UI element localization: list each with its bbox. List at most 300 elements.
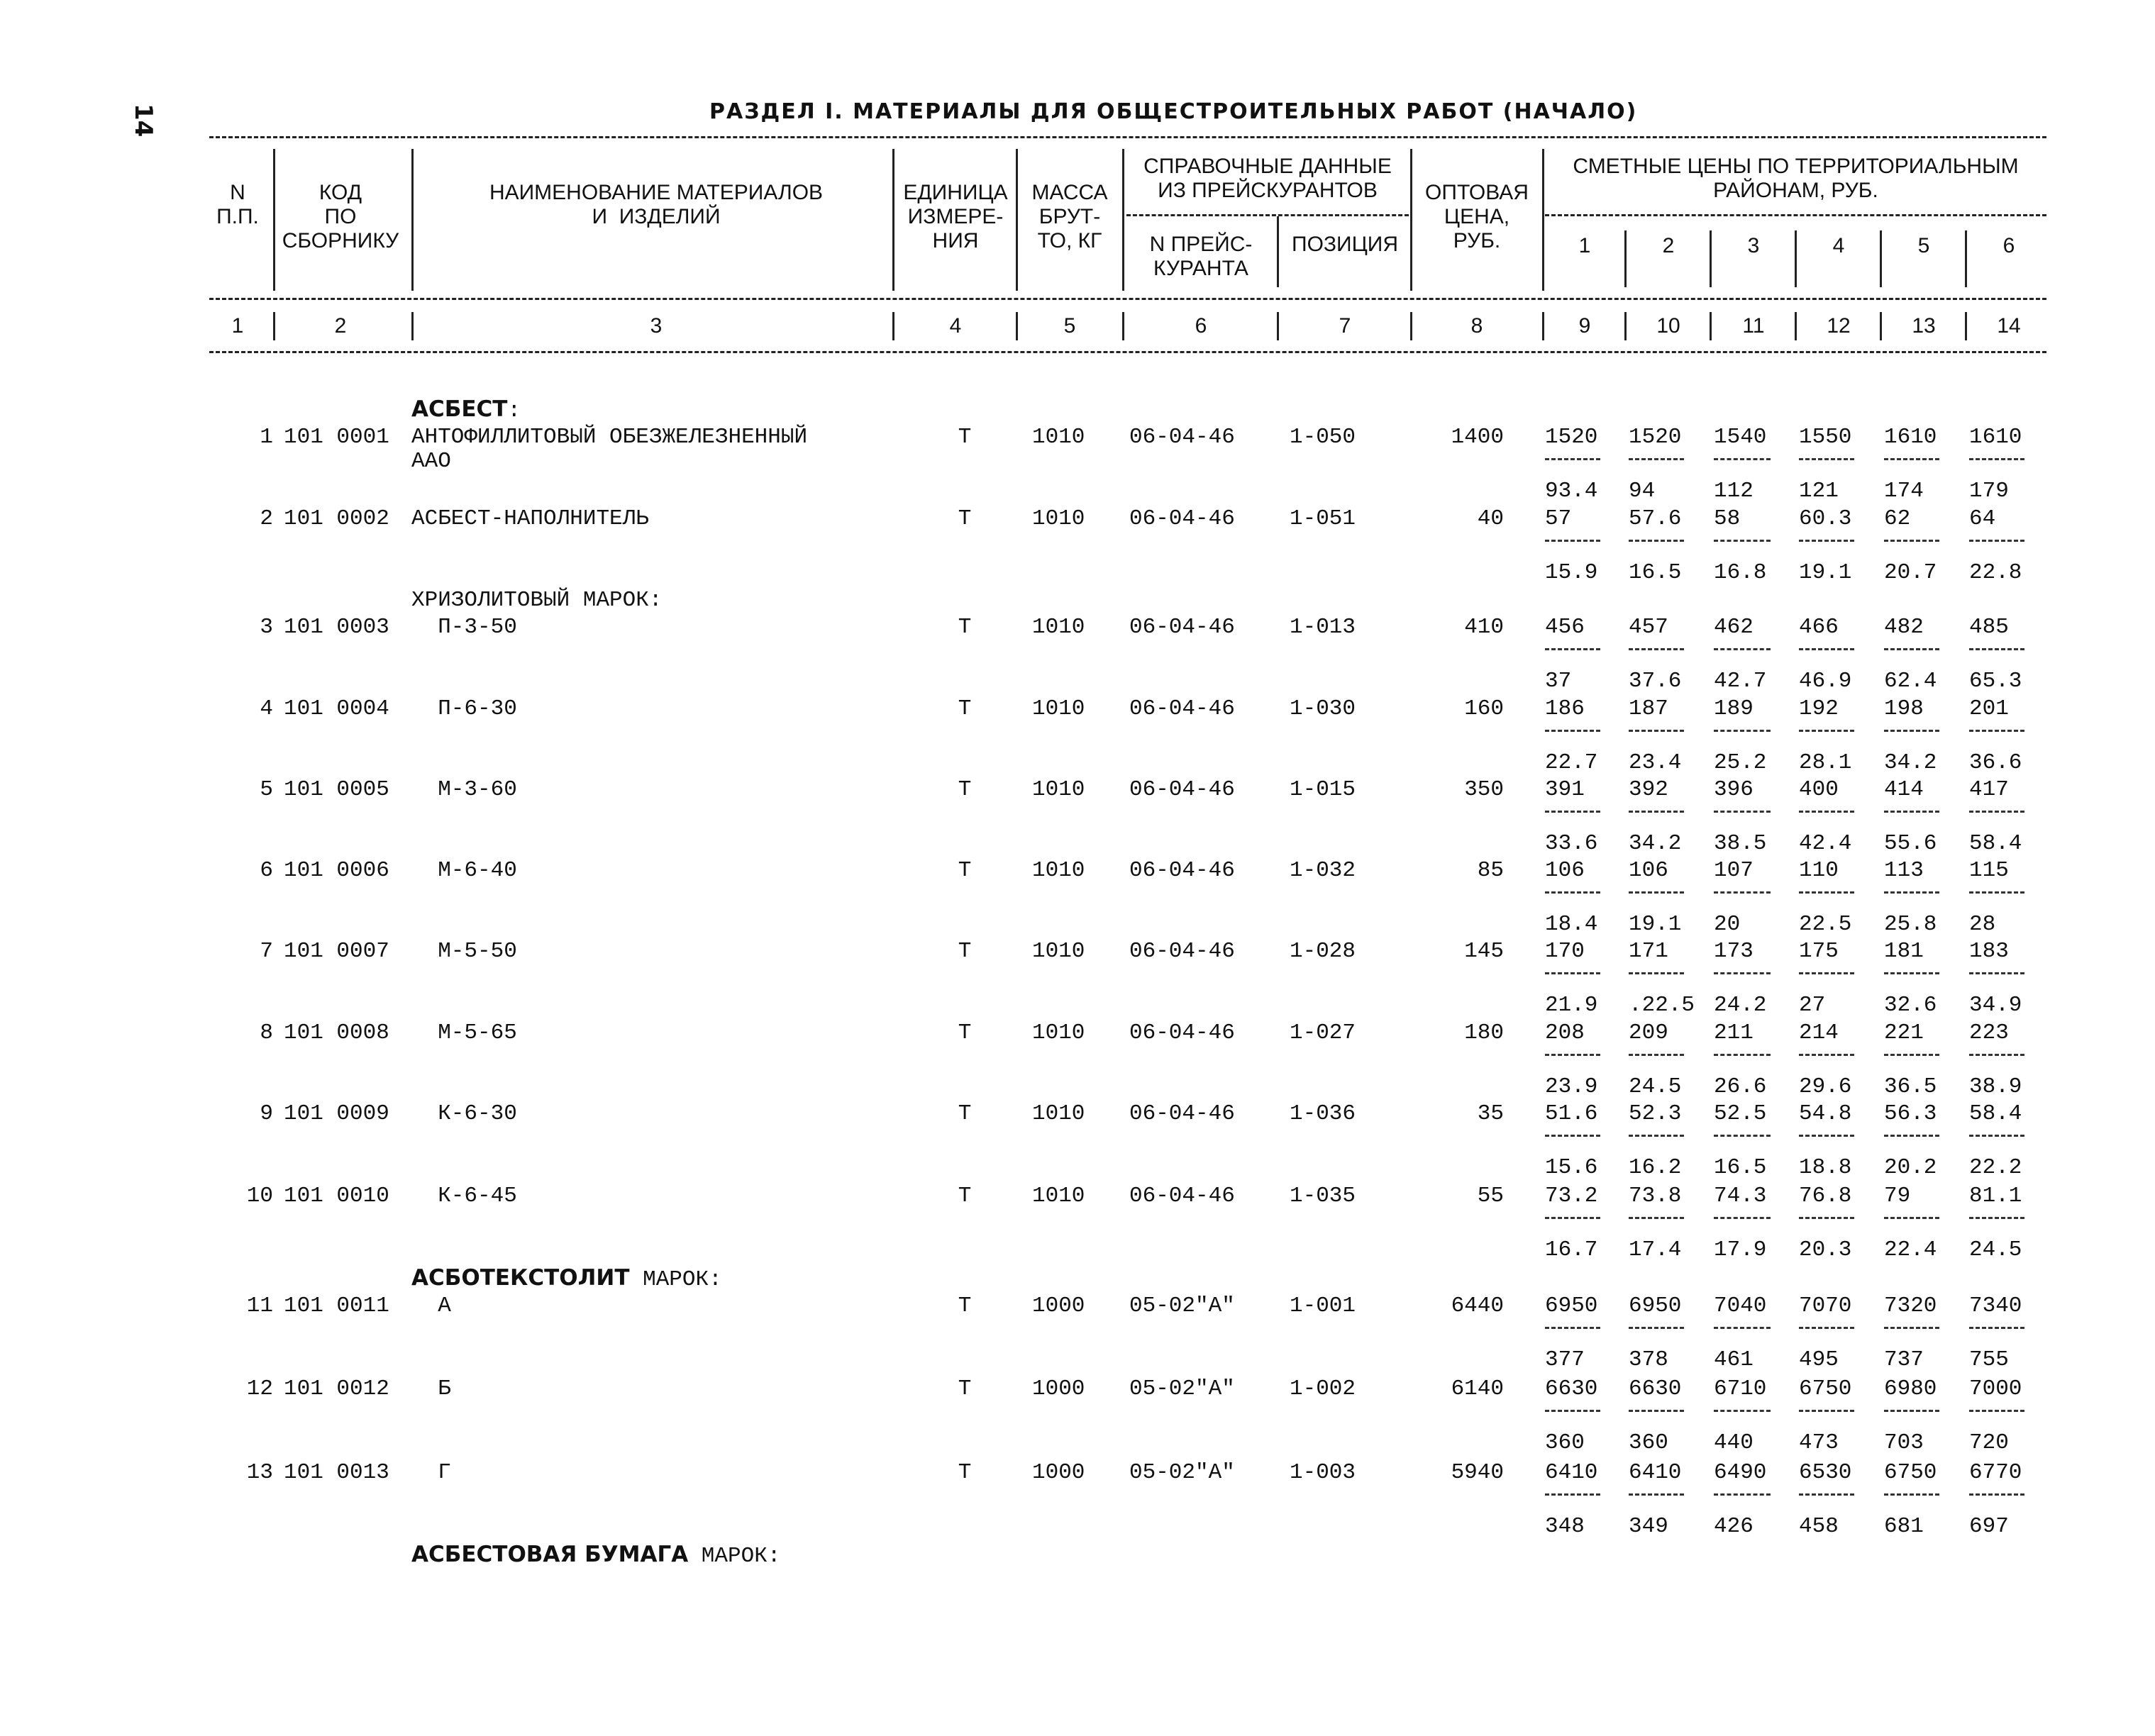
region-price-component: 378 [1629,1347,1668,1372]
region-price-total: 6410 [1545,1460,1598,1485]
row-unit: Т [958,425,972,450]
row-code: 101 0012 [284,1376,389,1401]
page-number: 14 [129,104,157,138]
column-number: 12 [1827,314,1851,338]
region-price-total: 1610 [1884,425,1937,450]
region-price-total: 106 [1629,858,1668,883]
fraction-line [1545,730,1600,732]
row-mass: 1000 [1032,1293,1085,1318]
region-price-total: 110 [1799,858,1839,883]
row-wholesale-price: 35 [1477,1101,1504,1126]
fraction-line [1799,972,1854,974]
column-number: 2 [334,314,347,338]
region-price-component: 18.8 [1799,1155,1852,1180]
fraction-line [1714,1410,1771,1412]
column-separator [1624,230,1627,287]
group-label-asbest [411,397,521,423]
row-wholesale-price: 40 [1477,506,1504,531]
row-position: 1-050 [1290,425,1356,450]
region-price-component: 112 [1714,479,1754,503]
group-label-rest: МАРОК: [629,1267,722,1292]
row-unit: Т [958,1020,972,1045]
column-number: 9 [1578,314,1591,338]
column-separator [1624,312,1627,340]
row-code: 101 0009 [284,1101,389,1126]
region-price-total: 106 [1545,858,1585,883]
ref-group-rule [1126,214,1409,216]
row-mass: 1010 [1032,696,1085,721]
row-pricelist: 06-04-46 [1129,1101,1235,1126]
region-price-component: 697 [1969,1514,2009,1539]
region-price-component: 34.2 [1629,831,1682,856]
row-position: 1-015 [1290,777,1356,802]
column-separator [1965,230,1967,287]
region-price-component: 38.5 [1714,831,1767,856]
region-price-component: 15.9 [1545,560,1598,585]
fraction-line [1629,811,1684,813]
section-title: РАЗДЕЛ I. МАТЕРИАЛЫ ДЛЯ ОБЩЕСТРОИТЕЛЬНЫХ РАБОТ (НАЧАЛО) [709,99,1638,124]
fraction-line [1884,891,1939,894]
region-price-component: 37.6 [1629,669,1682,694]
region-price-component: 55.6 [1884,831,1937,856]
fraction-line [1884,1410,1939,1412]
region-price-total: 58.4 [1969,1101,2022,1126]
row-mass: 1010 [1032,506,1085,531]
region-price-total: 175 [1799,939,1839,964]
region-price-component: 24.5 [1629,1074,1682,1099]
column-number: 1 [231,314,244,338]
group-label-bold: АСБЕСТ [411,396,508,422]
region-price-component: 23.4 [1629,750,1682,775]
region-price-component: 34.9 [1969,993,2022,1018]
region-price-component: 17.9 [1714,1237,1767,1262]
row-mass: 1010 [1032,1101,1085,1126]
row-pricelist: 06-04-46 [1129,777,1235,802]
row-pricelist: 06-04-46 [1129,425,1235,450]
row-name: П-3-50 [411,615,517,640]
region-price-component: 16.7 [1545,1237,1598,1262]
column-number: 10 [1656,314,1680,338]
region-price-total: 73.8 [1629,1184,1682,1208]
region-price-total: 214 [1799,1020,1839,1045]
fraction-line [1884,540,1939,542]
region-price-total: 198 [1884,696,1924,721]
region-price-total: 7000 [1969,1376,2022,1401]
region-price-component: 22.2 [1969,1155,2022,1180]
region-price-component: 495 [1799,1347,1839,1372]
fraction-line [1545,811,1600,813]
column-number: 11 [1742,314,1765,338]
row-position: 1-013 [1290,615,1356,640]
row-wholesale-price: 1400 [1451,425,1504,450]
region-number: 1 [1578,234,1591,257]
region-price-total: 6630 [1629,1376,1682,1401]
region-price-component: 28.1 [1799,750,1852,775]
region-price-total: 173 [1714,939,1754,964]
region-price-component: 22.8 [1969,560,2022,585]
fraction-line [1545,648,1600,650]
region-price-total: 52.3 [1629,1101,1682,1126]
fraction-line [1969,1217,2024,1219]
column-number: 13 [1912,314,1936,338]
region-price-component: 349 [1629,1514,1668,1539]
region-number: 6 [2002,234,2015,257]
region-price-component: 58.4 [1969,831,2022,856]
region-price-component: 16.2 [1629,1155,1682,1180]
fraction-line [1714,1493,1771,1496]
row-pricelist: 06-04-46 [1129,939,1235,964]
region-price-component: 473 [1799,1430,1839,1455]
row-name: М-5-65 [411,1020,517,1045]
region-price-component: 46.9 [1799,669,1852,694]
row-unit: Т [958,1293,972,1318]
column-separator [1542,312,1544,340]
region-price-total: 64 [1969,506,1996,531]
fraction-line [1799,730,1854,732]
region-price-total: 74.3 [1714,1184,1767,1208]
fraction-line [1799,1135,1854,1137]
header-col-position: ПОЗИЦИЯ [1292,233,1398,256]
region-price-total: 482 [1884,615,1924,640]
column-separator [1542,149,1544,291]
region-price-component: 377 [1545,1347,1585,1372]
fraction-line [1545,1054,1600,1056]
header-mid-rule [209,298,2046,300]
group-label-chrysotile [411,589,662,613]
row-pricelist: 06-04-46 [1129,1020,1235,1045]
fraction-line [1714,1135,1771,1137]
column-separator [1880,230,1882,287]
row-pricelist: 06-04-46 [1129,615,1235,640]
header-col-n: N П.П. [216,181,259,228]
region-price-total: 6630 [1545,1376,1598,1401]
fraction-line [1629,1493,1684,1496]
row-number: 5 [260,777,273,802]
row-wholesale-price: 410 [1464,615,1504,640]
fraction-line [1629,891,1684,894]
row-position: 1-030 [1290,696,1356,721]
region-price-total: 113 [1884,858,1924,883]
region-price-component: 681 [1884,1514,1924,1539]
row-unit: Т [958,1460,972,1485]
column-number: 6 [1195,314,1207,338]
fraction-line [1884,1327,1939,1329]
region-price-total: 201 [1969,696,2009,721]
row-number: 1 [260,425,273,450]
region-price-component: 20.2 [1884,1155,1937,1180]
fraction-line [1545,1135,1600,1137]
region-price-component: 42.4 [1799,831,1852,856]
row-pricelist: 06-04-46 [1129,696,1235,721]
group-label-rest: ХРИЗОЛИТОВЫЙ МАРОК: [411,588,663,613]
region-price-total: 7340 [1969,1293,2022,1318]
column-separator [1122,312,1124,340]
region-price-total: 485 [1969,615,2009,640]
row-unit: Т [958,1184,972,1208]
group-label-bold: АСБОТЕКСТОЛИТ [411,1265,630,1291]
column-separator [1122,149,1124,291]
region-number: 3 [1747,234,1760,257]
row-number: 9 [260,1101,273,1126]
region-price-component: 360 [1629,1430,1668,1455]
row-position: 1-001 [1290,1293,1356,1318]
region-price-component: 16.8 [1714,560,1767,585]
region-price-total: 81.1 [1969,1184,2022,1208]
fraction-line [1884,972,1939,974]
region-price-component: 21.9 [1545,993,1598,1018]
fraction-line [1714,1327,1771,1329]
row-code: 101 0002 [284,506,389,531]
fraction-line [1629,1327,1684,1329]
row-wholesale-price: 6440 [1451,1293,1504,1318]
row-number: 7 [260,939,273,964]
region-price-total: 1610 [1969,425,2022,450]
row-position: 1-027 [1290,1020,1356,1045]
region-price-total: 170 [1545,939,1585,964]
region-price-total: 7320 [1884,1293,1937,1318]
group-label-bold: АСБЕСТОВАЯ БУМАГА [411,1542,689,1567]
region-price-total: 52.5 [1714,1101,1767,1126]
region-price-component: 29.6 [1799,1074,1852,1099]
row-wholesale-price: 5940 [1451,1460,1504,1485]
row-number: 11 [246,1293,273,1318]
column-separator [1016,149,1018,291]
row-position: 1-032 [1290,858,1356,883]
row-wholesale-price: 350 [1464,777,1504,802]
region-price-component: 93.4 [1545,479,1598,503]
region-price-total: 6950 [1545,1293,1598,1318]
region-price-total: 76.8 [1799,1184,1852,1208]
fraction-line [1714,540,1771,542]
row-number: 4 [260,696,273,721]
row-mass: 1010 [1032,939,1085,964]
fraction-line [1629,648,1684,650]
row-name: АНТОФИЛЛИТОВЫЙ ОБЕЗЖЕЛЕЗНЕННЫЙ ААО [411,425,808,474]
region-price-component: 62.4 [1884,669,1937,694]
region-price-component: 458 [1799,1514,1839,1539]
fraction-line [1969,648,2024,650]
region-price-total: 6980 [1884,1376,1937,1401]
region-price-total: 6770 [1969,1460,2022,1485]
row-position: 1-035 [1290,1184,1356,1208]
row-mass: 1010 [1032,615,1085,640]
row-mass: 1010 [1032,1184,1085,1208]
region-price-component: 755 [1969,1347,2009,1372]
fraction-line [1629,1054,1684,1056]
region-price-total: 396 [1714,777,1754,802]
row-code: 101 0011 [284,1293,389,1318]
column-separator [1795,230,1797,287]
fraction-line [1969,458,2024,460]
fraction-line [1969,811,2024,813]
column-number: 8 [1470,314,1483,338]
row-unit: Т [958,506,972,531]
fraction-line [1714,811,1771,813]
row-unit: Т [958,615,972,640]
region-price-total: 6750 [1884,1460,1937,1485]
region-price-total: 58 [1714,506,1741,531]
row-unit: Т [958,696,972,721]
row-name: М-5-50 [411,939,517,964]
fraction-line [1799,1054,1854,1056]
fraction-line [1714,730,1771,732]
fraction-line [1629,730,1684,732]
row-wholesale-price: 160 [1464,696,1504,721]
row-position: 1-051 [1290,506,1356,531]
row-number: 12 [246,1376,273,1401]
row-unit: Т [958,777,972,802]
region-price-total: 79 [1884,1184,1911,1208]
header-col-name: НАИМЕНОВАНИЕ МАТЕРИАЛОВ И ИЗДЕЛИЙ [489,181,824,228]
column-separator [1710,230,1712,287]
row-position: 1-002 [1290,1376,1356,1401]
region-number: 2 [1662,234,1675,257]
fraction-line [1884,1217,1939,1219]
region-price-component: 348 [1545,1514,1585,1539]
region-price-total: 6410 [1629,1460,1682,1485]
header-col-wholesale: ОПТОВАЯ ЦЕНА, РУБ. [1425,181,1529,252]
row-mass: 1010 [1032,425,1085,450]
region-price-total: 1520 [1629,425,1682,450]
region-price-component: 24.5 [1969,1237,2022,1262]
column-number: 14 [1997,314,2021,338]
region-price-total: 73.2 [1545,1184,1598,1208]
row-pricelist: 06-04-46 [1129,1184,1235,1208]
region-price-component: 179 [1969,479,2009,503]
region-price-total: 1540 [1714,425,1767,450]
region-price-total: 462 [1714,615,1754,640]
fraction-line [1969,1135,2024,1137]
row-number: 8 [260,1020,273,1045]
region-price-total: 51.6 [1545,1101,1598,1126]
row-code: 101 0001 [284,425,389,450]
row-position: 1-003 [1290,1460,1356,1485]
region-price-component: 22.4 [1884,1237,1937,1262]
header-region-group: СМЕТНЫЕ ЦЕНЫ ПО ТЕРРИТОРИАЛЬНЫМ РАЙОНАМ, РУБ. [1573,155,2019,202]
row-wholesale-price: 180 [1464,1020,1504,1045]
row-position: 1-036 [1290,1101,1356,1126]
region-price-component: 15.6 [1545,1155,1598,1180]
region-price-component: 36.6 [1969,750,2022,775]
row-number: 6 [260,858,273,883]
region-price-component: 19.1 [1799,560,1852,585]
column-separator [1795,312,1797,340]
region-price-component: 174 [1884,479,1924,503]
region-price-component: 38.9 [1969,1074,2022,1099]
column-separator [1277,216,1279,287]
fraction-line [1799,540,1854,542]
row-name: К-6-45 [411,1184,517,1208]
region-price-total: 54.8 [1799,1101,1852,1126]
row-pricelist: 05-02"А" [1129,1460,1235,1485]
region-price-total: 6750 [1799,1376,1852,1401]
row-name: Г [411,1460,451,1485]
fraction-line [1714,648,1771,650]
region-price-total: 187 [1629,696,1668,721]
region-price-total: 189 [1714,696,1754,721]
row-code: 101 0013 [284,1460,389,1485]
row-name: М-3-60 [411,777,517,802]
fraction-line [1884,811,1939,813]
fraction-line [1545,1493,1600,1496]
region-price-component: .22.5 [1629,993,1695,1018]
region-price-total: 6490 [1714,1460,1767,1485]
row-name: М-6-40 [411,858,517,883]
header-ref-group: СПРАВОЧНЫЕ ДАННЫЕ ИЗ ПРЕЙСКУРАНТОВ [1143,155,1392,202]
row-number: 2 [260,506,273,531]
fraction-line [1969,1054,2024,1056]
region-price-component: 27 [1799,993,1826,1018]
column-number: 7 [1339,314,1351,338]
fraction-line [1545,1327,1600,1329]
column-separator [1880,312,1882,340]
fraction-line [1714,1054,1771,1056]
row-name: Б [411,1376,451,1401]
column-number: 4 [949,314,962,338]
row-unit: Т [958,858,972,883]
row-pricelist: 06-04-46 [1129,506,1235,531]
header-col-mass: МАССА БРУТ- ТО, КГ [1031,181,1108,252]
region-price-total: 392 [1629,777,1668,802]
region-price-component: 720 [1969,1430,2009,1455]
row-unit: Т [958,939,972,964]
row-wholesale-price: 85 [1477,858,1504,883]
fraction-line [1714,458,1771,460]
region-price-total: 456 [1545,615,1585,640]
region-price-component: 22.7 [1545,750,1598,775]
region-price-component: 33.6 [1545,831,1598,856]
region-price-total: 7040 [1714,1293,1767,1318]
region-price-component: 737 [1884,1347,1924,1372]
region-price-component: 20 [1714,912,1741,937]
fraction-line [1799,1217,1854,1219]
region-price-component: 20.7 [1884,560,1937,585]
region-price-component: 18.4 [1545,912,1598,937]
region-price-total: 57.6 [1629,506,1682,531]
region-price-total: 1550 [1799,425,1852,450]
fraction-line [1545,458,1600,460]
region-price-total: 107 [1714,858,1754,883]
column-separator [1710,312,1712,340]
group-label-rest: МАРОК: [688,1544,781,1569]
region-price-total: 466 [1799,615,1839,640]
region-price-total: 183 [1969,939,2009,964]
column-separator [273,149,275,291]
fraction-line [1884,458,1939,460]
fraction-line [1799,1327,1854,1329]
column-number: 3 [650,314,663,338]
fraction-line [1799,648,1854,650]
group-label-asbotextolite [411,1266,722,1292]
region-price-component: 94 [1629,479,1656,503]
region-price-total: 186 [1545,696,1585,721]
region-price-component: 20.3 [1799,1237,1852,1262]
fraction-line [1714,972,1771,974]
fraction-line [1884,1054,1939,1056]
region-price-total: 115 [1969,858,2009,883]
region-price-component: 23.9 [1545,1074,1598,1099]
column-separator [1965,312,1967,340]
region-number: 5 [1917,234,1930,257]
region-price-total: 221 [1884,1020,1924,1045]
row-code: 101 0010 [284,1184,389,1208]
fraction-line [1884,1493,1939,1496]
row-name: А [411,1293,451,1318]
group-label-asbestos-paper [411,1542,780,1569]
region-price-component: 26.6 [1714,1074,1767,1099]
fraction-line [1799,891,1854,894]
region-price-component: 42.7 [1714,669,1767,694]
